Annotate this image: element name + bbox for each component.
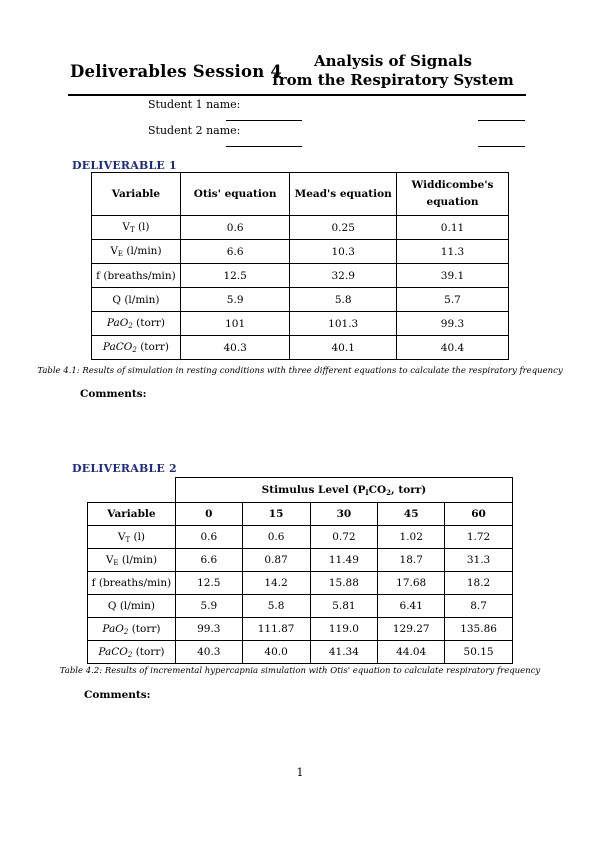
row-variable-label: Q (l/min) — [92, 288, 181, 312]
table-cell-value: 50.15 — [445, 641, 513, 664]
row-variable-label: Q (l/min) — [88, 595, 176, 618]
table-cell-value: 17.68 — [378, 572, 445, 595]
table-cell-value: 0.6 — [175, 526, 242, 549]
row-variable-label: $V_E$ (l/min) — [92, 240, 181, 264]
table-row — [88, 595, 513, 618]
table-row — [92, 216, 509, 240]
row-variable-label: $V_T$ (l) — [88, 526, 176, 549]
t2-header-level-45: 45 — [378, 503, 445, 526]
table-cell-value: 40.4 — [396, 336, 508, 360]
document-subtitle — [262, 52, 524, 90]
table-row — [92, 312, 509, 336]
table-row — [88, 526, 513, 549]
table-cell-value: 18.7 — [378, 549, 445, 572]
table-cell-value: 14.2 — [242, 572, 310, 595]
table-cell-value: 119.0 — [310, 618, 378, 641]
student2-extra-field[interactable] — [478, 146, 525, 147]
row-variable-label: f (breaths/min) — [88, 572, 176, 595]
deliverable1-table — [91, 172, 509, 360]
table-cell-value: 40.3 — [175, 641, 242, 664]
table-row — [92, 264, 509, 288]
table-cell-value: 99.3 — [396, 312, 508, 336]
row-variable-label: PaO$_2$ (torr) — [92, 312, 181, 336]
row-variable-label: $V_E$ (l/min) — [88, 549, 176, 572]
t1-header-variable: Variable — [92, 173, 181, 216]
table-cell-value: 12.5 — [180, 264, 290, 288]
table-cell-value: 101 — [180, 312, 290, 336]
table1-caption: Table 4.1: Results of simulation in resting conditions with three different equations to calculate the respiratory frequency — [37, 366, 563, 376]
deliverable2-heading: DELIVERABLE 2 — [72, 462, 177, 475]
table-cell-value: 6.41 — [378, 595, 445, 618]
t1-header-widdicombe: Widdicombe's equation — [396, 173, 508, 216]
row-variable-label: f (breaths/min) — [92, 264, 181, 288]
table-cell-value: 40.3 — [180, 336, 290, 360]
t2-header-variable: Variable — [88, 503, 176, 526]
table-cell-value: 11.3 — [396, 240, 508, 264]
table-cell-value: 18.2 — [445, 572, 513, 595]
deliverable2-table — [87, 477, 513, 664]
table-row — [92, 288, 509, 312]
subtitle-line-2: from the Respiratory System — [272, 71, 514, 89]
table-cell-value: 40.1 — [290, 336, 397, 360]
t2-empty-corner — [88, 478, 176, 503]
row-variable-label: PaCO$_2$ (torr) — [92, 336, 181, 360]
table-cell-value: 5.8 — [290, 288, 397, 312]
table-cell-value: 1.72 — [445, 526, 513, 549]
table-cell-value: 5.81 — [310, 595, 378, 618]
t2-header-level-0: 0 — [175, 503, 242, 526]
table-cell-value: 111.87 — [242, 618, 310, 641]
table-cell-value: 31.3 — [445, 549, 513, 572]
table-cell-value: 1.02 — [378, 526, 445, 549]
table-row — [88, 641, 513, 664]
table-cell-value: 10.3 — [290, 240, 397, 264]
deliverable1-heading: DELIVERABLE 1 — [72, 159, 177, 172]
row-variable-label: $V_T$ (l) — [92, 216, 181, 240]
table-cell-value: 5.9 — [180, 288, 290, 312]
t2-header-level-15: 15 — [242, 503, 310, 526]
table-cell-value: 12.5 — [175, 572, 242, 595]
subtitle-line-1: Analysis of Signals — [314, 52, 472, 70]
table-cell-value: 0.87 — [242, 549, 310, 572]
t2-stimulus-header: Stimulus Level ($P_ICO_2$, torr) — [175, 478, 512, 503]
page-number: 1 — [296, 766, 304, 779]
row-variable-label: PaO$_2$ (torr) — [88, 618, 176, 641]
table-cell-value: 5.9 — [175, 595, 242, 618]
student1-extra-field[interactable] — [478, 120, 525, 121]
table-cell-value: 32.9 — [290, 264, 397, 288]
table-cell-value: 0.6 — [242, 526, 310, 549]
t2-header-level-60: 60 — [445, 503, 513, 526]
table-cell-value: 40.0 — [242, 641, 310, 664]
table-cell-value: 0.6 — [180, 216, 290, 240]
student1-label: Student 1 name: — [148, 98, 241, 111]
table-cell-value: 15.88 — [310, 572, 378, 595]
table-cell-value: 8.7 — [445, 595, 513, 618]
table-cell-value: 6.6 — [175, 549, 242, 572]
table-cell-value: 41.34 — [310, 641, 378, 664]
table-row — [92, 336, 509, 360]
t1-header-mead: Mead's equation — [290, 173, 397, 216]
t2-header-level-30: 30 — [310, 503, 378, 526]
table-cell-value: 135.86 — [445, 618, 513, 641]
table-cell-value: 0.25 — [290, 216, 397, 240]
comments1-label: Comments: — [80, 388, 147, 400]
table-cell-value: 11.49 — [310, 549, 378, 572]
t1-header-otis: Otis' equation — [180, 173, 290, 216]
table-cell-value: 99.3 — [175, 618, 242, 641]
table-cell-value: 5.7 — [396, 288, 508, 312]
table-cell-value: 129.27 — [378, 618, 445, 641]
table-cell-value: 6.6 — [180, 240, 290, 264]
header-rule — [68, 94, 526, 96]
table-cell-value: 0.72 — [310, 526, 378, 549]
table-cell-value: 101.3 — [290, 312, 397, 336]
table-row — [88, 549, 513, 572]
student2-label: Student 2 name: — [148, 124, 241, 137]
student2-name-field[interactable] — [226, 146, 302, 147]
row-variable-label: PaCO$_2$ (torr) — [88, 641, 176, 664]
table2-caption: Table 4.2: Results of incremental hypercapnia simulation with Otis' equation to calculate respiratory frequency — [59, 666, 541, 676]
table-cell-value: 44.04 — [378, 641, 445, 664]
document-title: Deliverables Session 4 — [70, 62, 283, 81]
table-row — [88, 618, 513, 641]
table-row — [92, 240, 509, 264]
table-cell-value: 39.1 — [396, 264, 508, 288]
comments2-label: Comments: — [84, 689, 151, 701]
student1-name-field[interactable] — [226, 120, 302, 121]
table-cell-value: 5.8 — [242, 595, 310, 618]
table-cell-value: 0.11 — [396, 216, 508, 240]
table-row — [88, 572, 513, 595]
